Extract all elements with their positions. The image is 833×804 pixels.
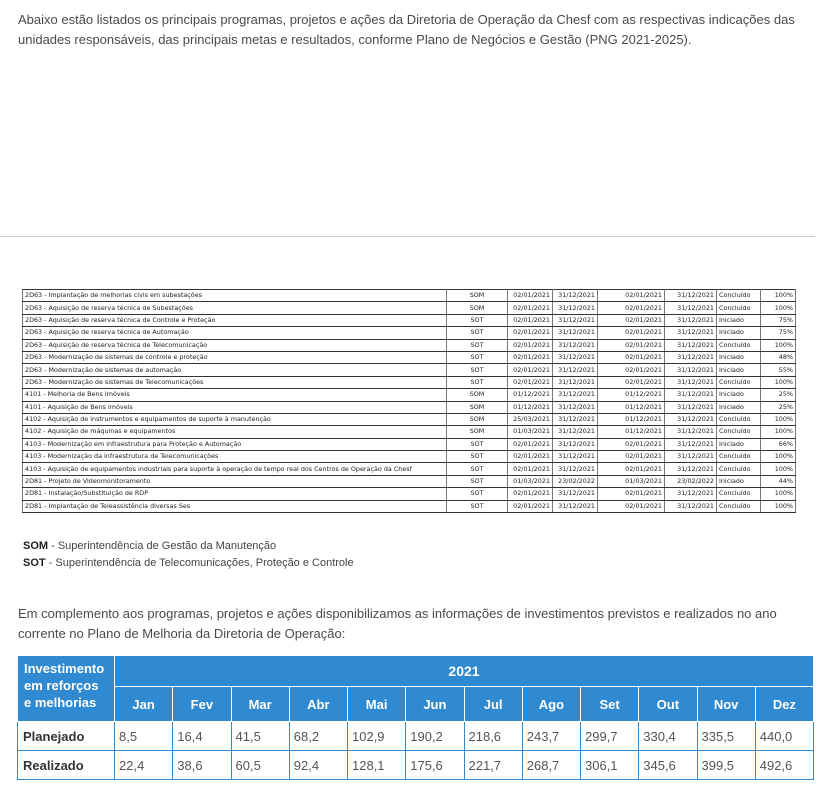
project-actual-end: 31/12/2021 [665,314,717,326]
project-start-date: 02/01/2021 [508,314,553,326]
project-progress: 100% [761,426,796,438]
project-progress: 100% [761,290,796,302]
investment-row [18,751,814,780]
project-actual-start: 02/01/2021 [598,438,665,450]
investment-value: 492,6 [755,751,813,780]
project-start-date: 02/01/2021 [508,488,553,500]
investment-value: 345,6 [639,751,697,780]
project-actual-end: 31/12/2021 [665,488,717,500]
project-unit: SOT [447,327,508,339]
project-actual-start: 02/01/2021 [598,290,665,302]
project-actual-start: 02/01/2021 [598,451,665,463]
project-unit: SOT [447,451,508,463]
project-unit: SOT [447,438,508,450]
project-progress: 100% [761,339,796,351]
project-actual-start: 02/01/2021 [598,339,665,351]
project-end-date: 31/12/2021 [553,463,598,475]
project-unit: SOM [447,302,508,314]
project-name: 2D63 - Aquisição de reserva técnica de Controle e Proteção [23,314,447,326]
project-status: Concluído [717,413,761,425]
project-name: 2D81 - Instalação/Substituição de RDP [23,488,447,500]
project-status: Concluído [717,488,761,500]
project-end-date: 31/12/2021 [553,364,598,376]
project-end-date: 31/12/2021 [553,500,598,512]
project-start-date: 02/01/2021 [508,351,553,363]
projects-table [22,289,796,513]
project-status: Iniciado [717,314,761,326]
project-status: Concluído [717,500,761,512]
project-actual-start: 02/01/2021 [598,500,665,512]
project-unit: SOT [447,463,508,475]
project-name: 2D63 - Aquisição de reserva técnica de Automação [23,327,447,339]
project-status: Iniciado [717,351,761,363]
project-unit: SOM [447,413,508,425]
project-status: Concluído [717,290,761,302]
investment-value: 102,9 [348,722,406,751]
project-actual-end: 31/12/2021 [665,351,717,363]
month-header: Ago [522,687,580,722]
investment-value: 335,5 [697,722,755,751]
project-progress: 100% [761,451,796,463]
section-divider [0,236,815,237]
project-progress: 55% [761,364,796,376]
project-row [23,413,796,425]
project-start-date: 02/01/2021 [508,438,553,450]
intro-paragraph: Abaixo estão listados os principais programas, projetos e ações da Diretoria de Operação da Chesf com as respectivas indicações das unidades responsáveis, das principais metas e resultados, conforme Plano de Negócios e Gestão (PNG 2021-2025). [18,12,795,47]
investment-value: 38,6 [173,751,231,780]
project-end-date: 31/12/2021 [553,488,598,500]
project-progress: 25% [761,389,796,401]
truncated-next-paragraph [17,798,217,804]
project-name: 2D63 - Aquisição de reserva técnica de Telecomunicação [23,339,447,351]
project-start-date: 01/12/2021 [508,389,553,401]
project-start-date: 02/01/2021 [508,327,553,339]
legend-sot-code: SOT [23,557,46,569]
project-unit: SOM [447,389,508,401]
project-unit: SOT [447,314,508,326]
month-header: Out [639,687,697,722]
project-unit: SOT [447,488,508,500]
project-actual-end: 31/12/2021 [665,401,717,413]
investment-value: 306,1 [581,751,639,780]
project-start-date: 01/12/2021 [508,401,553,413]
investment-value: 221,7 [464,751,522,780]
project-row [23,500,796,512]
project-actual-start: 01/12/2021 [598,426,665,438]
project-progress: 100% [761,463,796,475]
investment-corner-header: Investimento em reforços e melhorias [18,656,115,722]
project-progress: 66% [761,438,796,450]
project-actual-end: 31/12/2021 [665,290,717,302]
month-header: Nov [697,687,755,722]
project-actual-start: 02/01/2021 [598,351,665,363]
legend-sot-text: - Superintendência de Telecomunicações, Proteção e Controle [45,557,354,569]
investment-value: 268,7 [522,751,580,780]
investment-value: 440,0 [755,722,813,751]
project-actual-end: 31/12/2021 [665,500,717,512]
project-actual-start: 02/01/2021 [598,376,665,388]
project-name: 2D63 - Modernização de sistemas de controle e proteção [23,351,447,363]
month-header: Set [581,687,639,722]
investment-value: 41,5 [231,722,289,751]
investment-value: 218,6 [464,722,522,751]
month-header: Jun [406,687,464,722]
project-row [23,339,796,351]
project-end-date: 31/12/2021 [553,438,598,450]
project-end-date: 23/02/2022 [553,475,598,487]
project-actual-end: 31/12/2021 [665,426,717,438]
project-row [23,426,796,438]
project-progress: 100% [761,488,796,500]
project-actual-start: 02/01/2021 [598,314,665,326]
project-start-date: 02/01/2021 [508,463,553,475]
project-start-date: 25/03/2021 [508,413,553,425]
project-status: Iniciado [717,401,761,413]
project-row [23,475,796,487]
project-status: Concluído [717,426,761,438]
project-name: 2D63 - Implantação de melhorias civis em subestações [23,290,447,302]
project-name: 4103 - Modernização em infraestrutura para Proteção e Automação [23,438,447,450]
project-unit: SOT [447,475,508,487]
project-unit: SOM [447,290,508,302]
project-name: 4103 - Modernização da infraestrutura de Telecomunicações [23,451,447,463]
project-actual-start: 02/01/2021 [598,302,665,314]
project-actual-start: 02/01/2021 [598,327,665,339]
investment-value: 60,5 [231,751,289,780]
legend-som-text: - Superintendência de Gestão da Manutenção [48,540,277,552]
investment-row-label: Realizado [18,751,115,780]
project-status: Iniciado [717,438,761,450]
project-progress: 100% [761,413,796,425]
investment-value: 68,2 [289,722,347,751]
project-end-date: 31/12/2021 [553,451,598,463]
investment-row [18,722,814,751]
project-unit: SOT [447,351,508,363]
project-progress: 100% [761,500,796,512]
project-end-date: 31/12/2021 [553,302,598,314]
project-name: 4102 - Aquisição de instrumentos e equipamentos de suporte à manutenção [23,413,447,425]
project-name: 2D63 - Modernização de sistemas de Telecomunicações [23,376,447,388]
project-row [23,451,796,463]
project-unit: SOT [447,339,508,351]
project-start-date: 02/01/2021 [508,500,553,512]
project-start-date: 01/03/2021 [508,426,553,438]
project-actual-end: 31/12/2021 [665,438,717,450]
project-unit: SOT [447,376,508,388]
project-actual-start: 02/01/2021 [598,364,665,376]
project-status: Iniciado [717,389,761,401]
project-status: Concluído [717,302,761,314]
project-actual-end: 31/12/2021 [665,364,717,376]
month-header: Dez [755,687,813,722]
month-header: Jan [115,687,173,722]
project-row [23,488,796,500]
project-actual-end: 23/02/2022 [665,475,717,487]
project-unit: SOT [447,364,508,376]
investment-row-label: Planejado [18,722,115,751]
project-actual-start: 01/12/2021 [598,389,665,401]
project-unit: SOM [447,401,508,413]
project-row [23,351,796,363]
project-actual-start: 02/01/2021 [598,488,665,500]
project-row [23,376,796,388]
project-status: Concluído [717,339,761,351]
project-status: Iniciado [717,364,761,376]
project-end-date: 31/12/2021 [553,426,598,438]
project-progress: 75% [761,327,796,339]
project-row [23,389,796,401]
project-start-date: 02/01/2021 [508,376,553,388]
legend-som-code: SOM [23,540,49,552]
project-name: 2D81 - Projeto de Videomonitoramento [23,475,447,487]
project-status: Concluído [717,451,761,463]
project-row [23,463,796,475]
project-progress: 44% [761,475,796,487]
investment-value: 128,1 [348,751,406,780]
project-end-date: 31/12/2021 [553,339,598,351]
project-row [23,302,796,314]
project-end-date: 31/12/2021 [553,413,598,425]
project-start-date: 02/01/2021 [508,339,553,351]
project-row [23,314,796,326]
project-name: 2D63 - Aquisição de reserva técnica de Subestações [23,302,447,314]
year-header: 2021 [115,656,814,687]
project-unit: SOT [447,500,508,512]
project-unit: SOM [447,426,508,438]
project-name: 4101 - Aquisição de Bens imóveis [23,401,447,413]
project-actual-end: 31/12/2021 [665,376,717,388]
month-header: Abr [289,687,347,722]
project-end-date: 31/12/2021 [553,376,598,388]
investment-value: 92,4 [289,751,347,780]
project-row [23,438,796,450]
project-status: Iniciado [717,327,761,339]
project-progress: 75% [761,314,796,326]
project-actual-end: 31/12/2021 [665,451,717,463]
month-header: Jul [464,687,522,722]
legend-sot [23,555,354,572]
investment-value: 175,6 [406,751,464,780]
project-name: 4103 - Aquisição de equipamentos industriais para suporte à operação de tempo real dos Centros de Operação da Chesf [23,463,447,475]
project-actual-start: 01/03/2021 [598,475,665,487]
project-name: 4102 - Aquisição de máquinas e equipamentos [23,426,447,438]
project-progress: 100% [761,376,796,388]
project-end-date: 31/12/2021 [553,314,598,326]
investment-value: 190,2 [406,722,464,751]
investment-value: 22,4 [115,751,173,780]
project-status: Iniciado [717,475,761,487]
project-actual-start: 02/01/2021 [598,463,665,475]
project-name: 2D63 - Modernização de sistemas de automação [23,364,447,376]
project-progress: 100% [761,302,796,314]
project-start-date: 01/03/2021 [508,475,553,487]
project-start-date: 02/01/2021 [508,451,553,463]
project-end-date: 31/12/2021 [553,389,598,401]
project-actual-end: 31/12/2021 [665,463,717,475]
project-row [23,327,796,339]
month-header: Fev [173,687,231,722]
complement-paragraph: Em complemento aos programas, projetos e ações disponibilizamos as informações de investimentos previstos e realizados no ano corrente no Plano de Melhoria da Diretoria de Operação: [18,606,777,641]
project-start-date: 02/01/2021 [508,364,553,376]
project-end-date: 31/12/2021 [553,290,598,302]
project-actual-end: 31/12/2021 [665,413,717,425]
project-actual-end: 31/12/2021 [665,339,717,351]
project-end-date: 31/12/2021 [553,351,598,363]
investment-value: 16,4 [173,722,231,751]
project-progress: 25% [761,401,796,413]
project-actual-start: 01/12/2021 [598,413,665,425]
project-status: Concluído [717,376,761,388]
project-name: 4101 - Melhoria de Bens Imóveis [23,389,447,401]
investment-table [17,655,814,780]
project-row [23,401,796,413]
project-start-date: 02/01/2021 [508,302,553,314]
legend-som [23,538,354,555]
investment-value: 330,4 [639,722,697,751]
project-actual-end: 31/12/2021 [665,302,717,314]
project-start-date: 02/01/2021 [508,290,553,302]
project-actual-end: 31/12/2021 [665,389,717,401]
project-row [23,364,796,376]
legend [23,538,354,572]
project-actual-end: 31/12/2021 [665,327,717,339]
investment-value: 8,5 [115,722,173,751]
investment-value: 399,5 [697,751,755,780]
project-end-date: 31/12/2021 [553,401,598,413]
project-name: 2D81 - Implantação de Teleassistência diversas Ses [23,500,447,512]
investment-value: 243,7 [522,722,580,751]
project-actual-start: 01/12/2021 [598,401,665,413]
month-header: Mar [231,687,289,722]
project-progress: 48% [761,351,796,363]
project-row [23,290,796,302]
month-header: Mai [348,687,406,722]
project-end-date: 31/12/2021 [553,327,598,339]
investment-value: 299,7 [581,722,639,751]
project-status: Concluído [717,463,761,475]
